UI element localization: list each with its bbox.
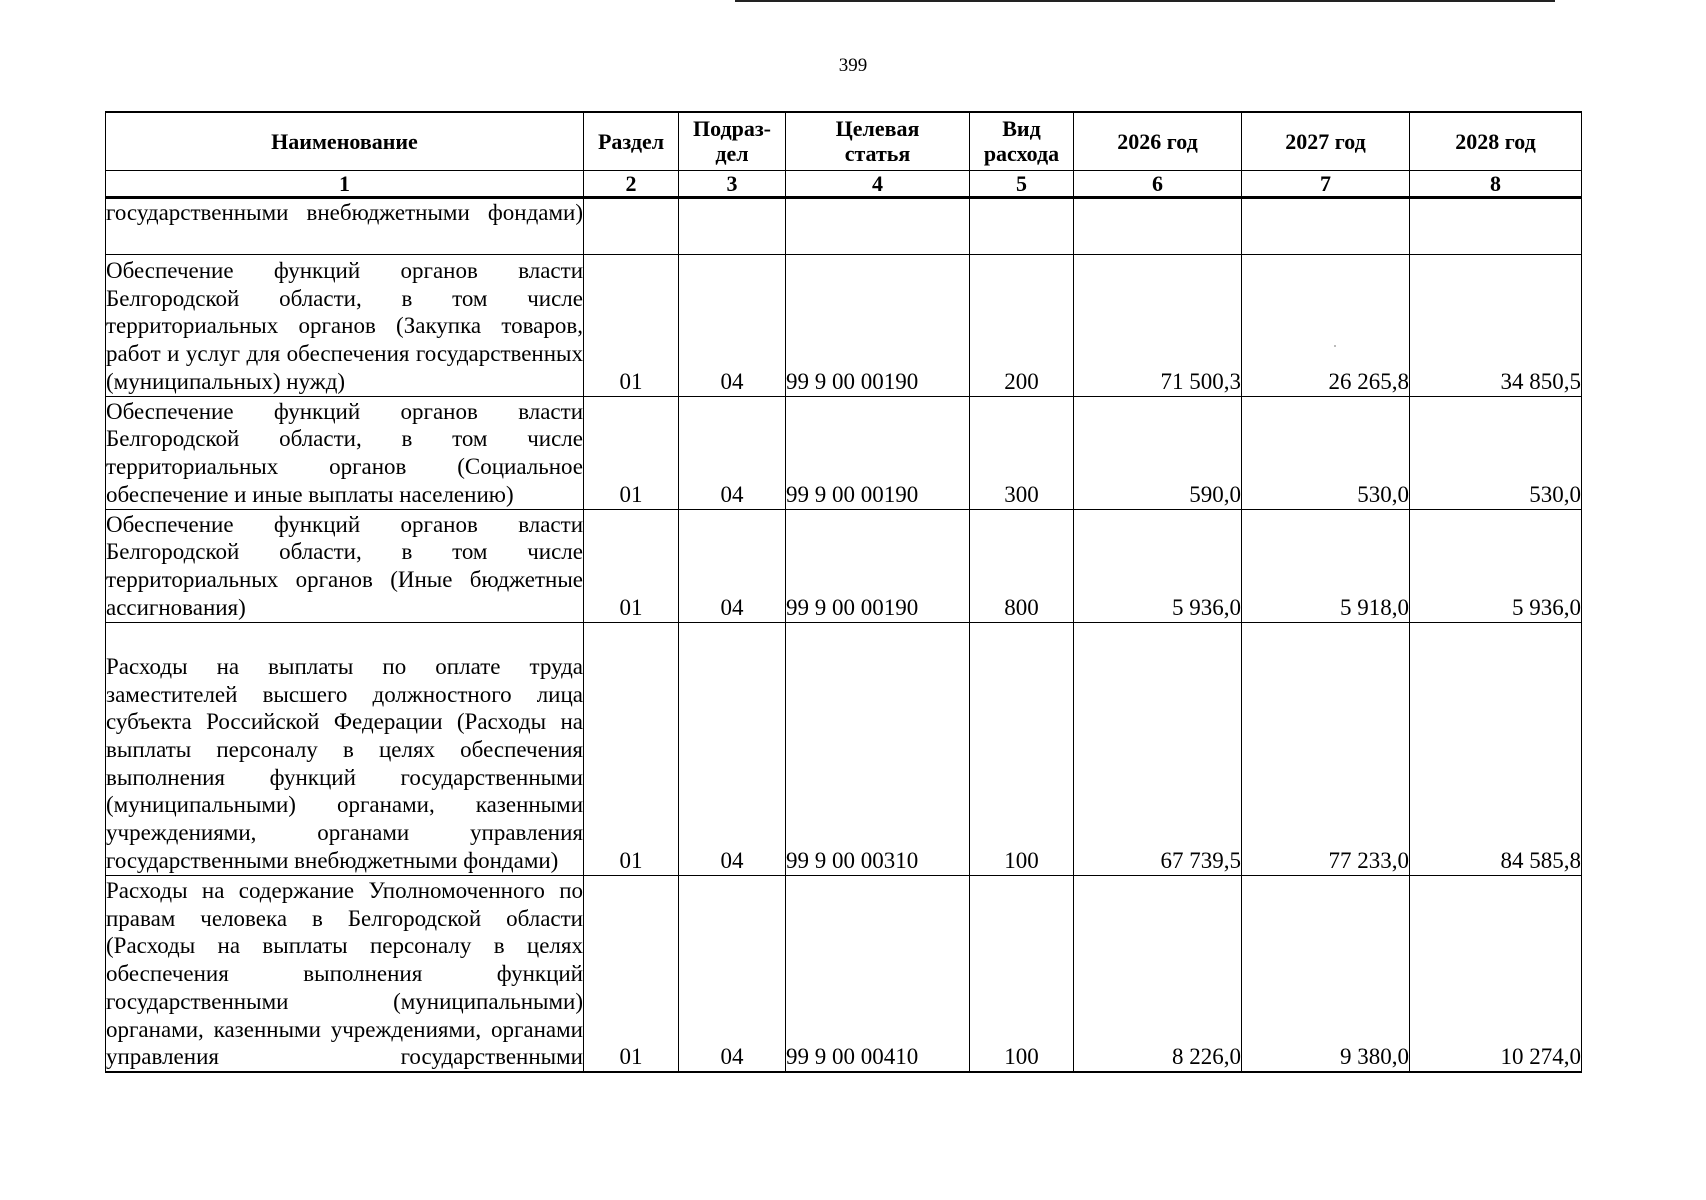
column-number: 4 [786, 170, 970, 197]
table-row [106, 254, 1582, 396]
top-rule [735, 0, 1555, 2]
expense-name: Обеспечение функций органов власти Белгородской области, в том числе территориальных органов (Социальное обеспечение и иные выплаты населению) [106, 396, 584, 509]
amount-2028-cell [1410, 197, 1582, 254]
target-article-cell: 99 9 00 00190 [786, 509, 970, 622]
header-razdel: Раздел [584, 112, 679, 170]
amount-2028-cell: 84 585,8 [1410, 622, 1582, 875]
expense-type-cell: 100 [970, 875, 1074, 1072]
expense-type-cell: 100 [970, 622, 1074, 875]
budget-table [105, 111, 1582, 1073]
amount-2028-cell: 530,0 [1410, 396, 1582, 509]
amount-2027-cell: 5 918,0 [1242, 509, 1410, 622]
podrazdel-cell: 04 [679, 396, 786, 509]
expense-name: Обеспечение функций органов власти Белгородской области, в том числе территориальных органов (Закупка товаров, работ и услуг для обеспечения государственных (муниципальных) нужд) [106, 254, 584, 396]
header-2027: 2027 год [1242, 112, 1410, 170]
expense-name: Расходы на выплаты по оплате труда заместителей высшего должностного лица субъекта Российской Федерации (Расходы на выплаты персоналу в целях обеспечения выполнения функций государственными (муниципальными) органами, казенными учреждениями, органами управления государственными внебюджетными фондами) [106, 622, 584, 875]
amount-2027-cell [1242, 197, 1410, 254]
table-row [106, 197, 1582, 254]
column-number: 8 [1410, 170, 1582, 197]
target-article-cell: 99 9 00 00190 [786, 396, 970, 509]
column-number: 5 [970, 170, 1074, 197]
amount-2027-cell: 9 380,0 [1242, 875, 1410, 1072]
header-vid: Вид расхода [970, 112, 1074, 170]
column-number-row [106, 170, 1582, 197]
header-podrazdel: Подраз- дел [679, 112, 786, 170]
target-article-cell: 99 9 00 00410 [786, 875, 970, 1072]
podrazdel-cell: 04 [679, 622, 786, 875]
razdel-cell [584, 197, 679, 254]
amount-2028-cell: 5 936,0 [1410, 509, 1582, 622]
table-row [106, 622, 1582, 875]
expense-name: государственными внебюджетными фондами) [106, 197, 584, 254]
razdel-cell: 01 [584, 875, 679, 1072]
amount-2027-cell: 530,0 [1242, 396, 1410, 509]
header-row [106, 112, 1582, 170]
amount-2027-cell: 26 265,8 [1242, 254, 1410, 396]
amount-2028-cell: 34 850,5 [1410, 254, 1582, 396]
razdel-cell: 01 [584, 622, 679, 875]
amount-2026-cell: 590,0 [1074, 396, 1242, 509]
table-row [106, 875, 1582, 1072]
amount-2026-cell: 71 500,3 [1074, 254, 1242, 396]
expense-name: Расходы на содержание Уполномоченного по правам человека в Белгородской области (Расходы на выплаты персоналу в целях обеспечения выполнения функций государственными (муниципальными) органами, казенными учреждениями, органами управления государственными [106, 875, 584, 1072]
header-2026: 2026 год [1074, 112, 1242, 170]
page-number: 399 [838, 55, 868, 76]
target-article-cell: 99 9 00 00310 [786, 622, 970, 875]
podrazdel-cell: 04 [679, 509, 786, 622]
expense-type-cell [970, 197, 1074, 254]
target-article-cell [786, 197, 970, 254]
header-name: Наименование [106, 112, 584, 170]
expense-type-cell: 300 [970, 396, 1074, 509]
amount-2028-cell: 10 274,0 [1410, 875, 1582, 1072]
podrazdel-cell [679, 197, 786, 254]
razdel-cell: 01 [584, 509, 679, 622]
razdel-cell: 01 [584, 254, 679, 396]
expense-type-cell: 200 [970, 254, 1074, 396]
amount-2026-cell: 5 936,0 [1074, 509, 1242, 622]
column-number: 6 [1074, 170, 1242, 197]
scan-speck [1334, 345, 1336, 347]
expense-type-cell: 800 [970, 509, 1074, 622]
amount-2026-cell [1074, 197, 1242, 254]
header-2028: 2028 год [1410, 112, 1582, 170]
column-number: 1 [106, 170, 584, 197]
table-row [106, 396, 1582, 509]
column-number: 7 [1242, 170, 1410, 197]
amount-2027-cell: 77 233,0 [1242, 622, 1410, 875]
amount-2026-cell: 8 226,0 [1074, 875, 1242, 1072]
amount-2026-cell: 67 739,5 [1074, 622, 1242, 875]
expense-name: Обеспечение функций органов власти Белгородской области, в том числе территориальных органов (Иные бюджетные ассигнования) [106, 509, 584, 622]
column-number: 3 [679, 170, 786, 197]
table-row [106, 509, 1582, 622]
column-number: 2 [584, 170, 679, 197]
podrazdel-cell: 04 [679, 875, 786, 1072]
podrazdel-cell: 04 [679, 254, 786, 396]
razdel-cell: 01 [584, 396, 679, 509]
target-article-cell: 99 9 00 00190 [786, 254, 970, 396]
header-celevaya: Целевая статья [786, 112, 970, 170]
